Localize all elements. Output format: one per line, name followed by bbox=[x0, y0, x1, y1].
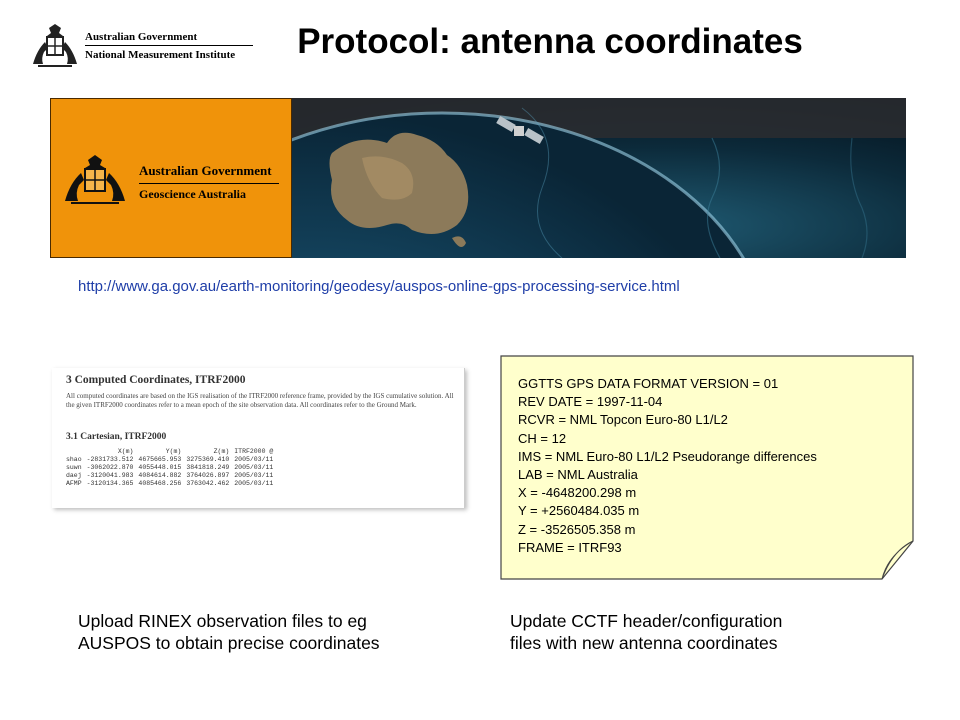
table-cell: 4055448.015 bbox=[138, 464, 182, 471]
slide-title: Protocol: antenna coordinates bbox=[297, 22, 803, 61]
excerpt-subheading: 3.1 Cartesian, ITRF2000 bbox=[66, 432, 167, 442]
caption-update-cctf bbox=[510, 610, 782, 654]
note-line: Z = -3526505.358 m bbox=[518, 521, 636, 537]
table-cell: 3841818.249 bbox=[186, 464, 230, 471]
table-cell: daej bbox=[66, 472, 82, 479]
geoscience-logo-panel bbox=[50, 98, 292, 258]
nmi-logo bbox=[30, 20, 236, 70]
auspos-link[interactable]: http://www.ga.gov.au/earth-monitoring/geodesy/auspos-online-gps-processing-service.html bbox=[78, 278, 680, 295]
note-line: LAB = NML Australia bbox=[518, 467, 638, 483]
table-cell: 2005/03/11 bbox=[234, 472, 274, 479]
table-header-cell: X(m) bbox=[117, 448, 134, 455]
table-header-cell: ITRF2000 @ bbox=[234, 448, 274, 455]
table-cell: -3120041.983 bbox=[86, 472, 134, 479]
earth-from-space-image bbox=[292, 98, 906, 258]
table-row bbox=[66, 480, 278, 488]
note-line: GGTTS GPS DATA FORMAT VERSION = 01 bbox=[518, 376, 779, 391]
table-header-cell: Y(m) bbox=[165, 448, 182, 455]
nmi-logo-line2: National Measurement Institute bbox=[85, 49, 236, 61]
table-cell: 4085468.256 bbox=[138, 480, 182, 487]
note-lines bbox=[518, 375, 817, 557]
banner-divider bbox=[139, 183, 279, 184]
caption-line: Upload RINEX observation files to eg bbox=[78, 611, 367, 631]
table-cell: 3763042.462 bbox=[186, 480, 230, 487]
banner-line2: Geoscience Australia bbox=[139, 187, 246, 201]
logo-divider bbox=[85, 45, 253, 46]
table-cell: 4675665.953 bbox=[138, 456, 182, 463]
coordinates-table bbox=[66, 448, 278, 488]
cctf-header-note bbox=[500, 355, 914, 580]
table-cell: 3275369.410 bbox=[186, 456, 230, 463]
table-cell: 3764026.897 bbox=[186, 472, 230, 479]
table-cell: 2005/03/11 bbox=[234, 464, 274, 471]
table-header-cell bbox=[66, 448, 87, 456]
excerpt-paragraph: All computed coordinates are based on the IGS realisation of the ITRF2000 reference frame, provided by the IGS cumulative solution. All the given ITRF2000 coordinates refer to a mean epoch of the site observation data. All coordinates refer to the Ground Mark. bbox=[66, 392, 454, 409]
table-cell: 2005/03/11 bbox=[234, 456, 274, 463]
coat-of-arms-icon bbox=[30, 20, 80, 70]
table-cell: 4084614.882 bbox=[138, 472, 182, 479]
note-line: RCVR = NML Topcon Euro-80 L1/L2 bbox=[518, 412, 728, 428]
caption-line: Update CCTF header/configuration bbox=[510, 611, 783, 631]
table-cell: -2831733.512 bbox=[86, 456, 134, 463]
table-row bbox=[66, 464, 278, 472]
table-cell: suwn bbox=[66, 464, 82, 471]
caption-line: AUSPOS to obtain precise coordinates bbox=[78, 633, 380, 653]
note-line: REV DATE = 1997-11-04 bbox=[518, 394, 663, 410]
coat-of-arms-icon bbox=[61, 151, 129, 207]
computed-coordinates-excerpt bbox=[52, 368, 465, 508]
table-cell: -3120134.365 bbox=[86, 480, 134, 487]
note-line: X = -4648200.298 m bbox=[518, 485, 637, 501]
note-line: CH = 12 bbox=[518, 430, 567, 446]
table-cell: shao bbox=[66, 456, 82, 463]
caption-line: files with new antenna coordinates bbox=[510, 633, 778, 653]
table-cell: -3062022.870 bbox=[86, 464, 134, 471]
caption-upload-rinex bbox=[78, 610, 380, 654]
table-header-row bbox=[66, 448, 278, 456]
nmi-logo-line1: Australian Government bbox=[85, 31, 198, 43]
table-row bbox=[66, 456, 278, 464]
table-header-cell: Z(m) bbox=[213, 448, 230, 455]
table-cell: 2005/03/11 bbox=[234, 480, 274, 487]
table-row bbox=[66, 472, 278, 480]
note-line: IMS = NML Euro-80 L1/L2 Pseudorange differences bbox=[518, 448, 817, 464]
table-cell: AFMP bbox=[66, 480, 82, 487]
note-line: FRAME = ITRF93 bbox=[518, 539, 622, 555]
note-line: Y = +2560484.035 m bbox=[518, 503, 640, 519]
excerpt-heading: 3 Computed Coordinates, ITRF2000 bbox=[66, 374, 246, 386]
geoscience-banner bbox=[50, 98, 906, 258]
banner-line1: Australian Government bbox=[139, 163, 272, 178]
